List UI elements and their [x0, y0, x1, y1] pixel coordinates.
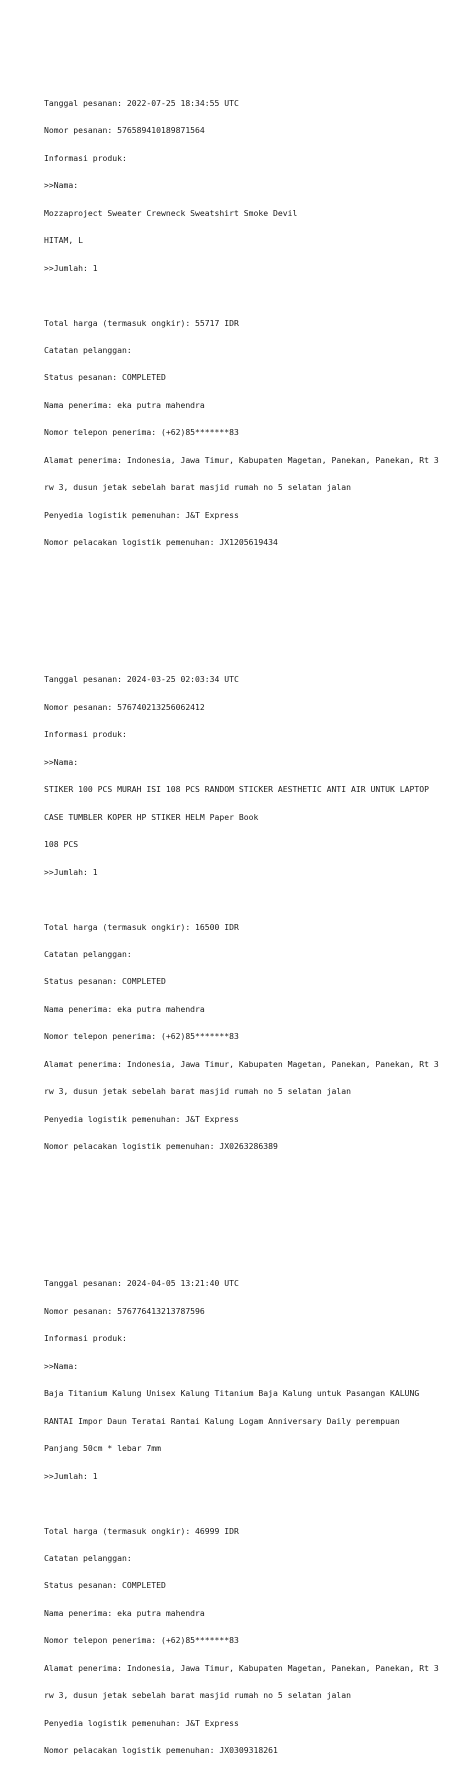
product-info-heading: Informasi produk: — [44, 1333, 127, 1344]
logistics-provider: Penyedia logistik pemenuhan: J&T Express — [44, 1113, 239, 1124]
order-status: Status pesanan: COMPLETED — [44, 976, 166, 987]
logistics-provider: Penyedia logistik pemenuhan: J&T Express — [44, 509, 239, 520]
product-quantity: >>Jumlah: 1 — [44, 262, 98, 273]
order-number: Nomor pesanan: 576776413213787596 — [44, 1305, 205, 1316]
recipient-address-cont: rw 3, dusun jetak sebelah barat masjid rumah no 5 selatan jalan — [44, 1086, 351, 1097]
recipient-address-cont: rw 3, dusun jetak sebelah barat masjid rumah no 5 selatan jalan — [44, 482, 351, 493]
tracking-number: Nomor pelacakan logistik pemenuhan: JX0309318261 — [44, 1745, 278, 1756]
product-name-label: >>Nama: — [44, 756, 79, 767]
product-name: Baja Titanium Kalung Unisex Kalung Titanium Baja Kalung untuk Pasangan KALUNG — [44, 1388, 420, 1399]
product-name: Mozzaproject Sweater Crewneck Sweatshirt Smoke Devil — [44, 207, 298, 218]
tracking-number: Nomor pelacakan logistik pemenuhan: JX1205619434 — [44, 537, 278, 548]
order-number: Nomor pesanan: 576589410189871564 — [44, 125, 205, 136]
spacer — [44, 291, 464, 300]
product-name-cont: RANTAI Impor Daun Teratai Rantai Kalung Logam Anniversary Daily perempuan — [44, 1415, 400, 1426]
recipient-name: Nama penerima: eka putra mahendra — [44, 1607, 205, 1618]
product-quantity: >>Jumlah: 1 — [44, 1470, 98, 1481]
product-variant: HITAM, L — [44, 235, 83, 246]
product-variant: 108 PCS — [44, 839, 79, 850]
order-record-1 — [44, 81, 464, 566]
logistics-provider: Penyedia logistik pemenuhan: J&T Express — [44, 1717, 239, 1728]
recipient-address: Alamat penerima: Indonesia, Jawa Timur, Kabupaten Magetan, Panekan, Panekan, Rt 3 — [44, 1058, 439, 1069]
recipient-phone: Nomor telepon penerima: (+62)85*******83 — [44, 427, 239, 438]
total-price: Total harga (termasuk ongkir): 16500 IDR — [44, 921, 239, 932]
product-name: STIKER 100 PCS MURAH ISI 108 PCS RANDOM STICKER AESTHETIC ANTI AIR UNTUK LAPTOP — [44, 784, 429, 795]
recipient-phone: Nomor telepon penerima: (+62)85*******83 — [44, 1635, 239, 1646]
order-status: Status pesanan: COMPLETED — [44, 372, 166, 383]
spacer — [44, 1499, 464, 1508]
recipient-address: Alamat penerima: Indonesia, Jawa Timur, Kabupaten Magetan, Panekan, Panekan, Rt 3 — [44, 1662, 439, 1673]
tracking-number: Nomor pelacakan logistik pemenuhan: JX0263286389 — [44, 1141, 278, 1152]
order-date: Tanggal pesanan: 2024-03-25 02:03:34 UTC — [44, 674, 239, 685]
spacer — [44, 593, 464, 620]
recipient-phone: Nomor telepon penerima: (+62)85*******83 — [44, 1031, 239, 1042]
order-date: Tanggal pesanan: 2022-07-25 18:34:55 UTC — [44, 97, 239, 108]
product-variant: Panjang 50cm * lebar 7mm — [44, 1443, 161, 1454]
recipient-address: Alamat penerima: Indonesia, Jawa Timur, Kabupaten Magetan, Panekan, Panekan, Rt 3 — [44, 454, 439, 465]
product-info-heading: Informasi produk: — [44, 152, 127, 163]
customer-note: Catatan pelanggan: — [44, 949, 132, 960]
product-quantity: >>Jumlah: 1 — [44, 866, 98, 877]
total-price: Total harga (termasuk ongkir): 46999 IDR — [44, 1525, 239, 1536]
total-price: Total harga (termasuk ongkir): 55717 IDR — [44, 317, 239, 328]
customer-note: Catatan pelanggan: — [44, 1553, 132, 1564]
order-status: Status pesanan: COMPLETED — [44, 1580, 166, 1591]
spacer — [44, 895, 464, 904]
recipient-name: Nama penerima: eka putra mahendra — [44, 399, 205, 410]
order-record-2 — [44, 657, 464, 1169]
product-info-heading: Informasi produk: — [44, 729, 127, 740]
recipient-address-cont: rw 3, dusun jetak sebelah barat masjid rumah no 5 selatan jalan — [44, 1690, 351, 1701]
customer-note: Catatan pelanggan: — [44, 345, 132, 356]
order-document — [44, 44, 464, 1792]
product-name-label: >>Nama: — [44, 180, 79, 191]
order-record-3 — [44, 1261, 464, 1773]
product-name-cont: CASE TUMBLER KOPER HP STIKER HELM Paper Book — [44, 811, 259, 822]
order-date: Tanggal pesanan: 2024-04-05 13:21:40 UTC — [44, 1278, 239, 1289]
product-name-label: >>Nama: — [44, 1360, 79, 1371]
order-number: Nomor pesanan: 576740213256062412 — [44, 701, 205, 712]
recipient-name: Nama penerima: eka putra mahendra — [44, 1003, 205, 1014]
spacer — [44, 1197, 464, 1224]
